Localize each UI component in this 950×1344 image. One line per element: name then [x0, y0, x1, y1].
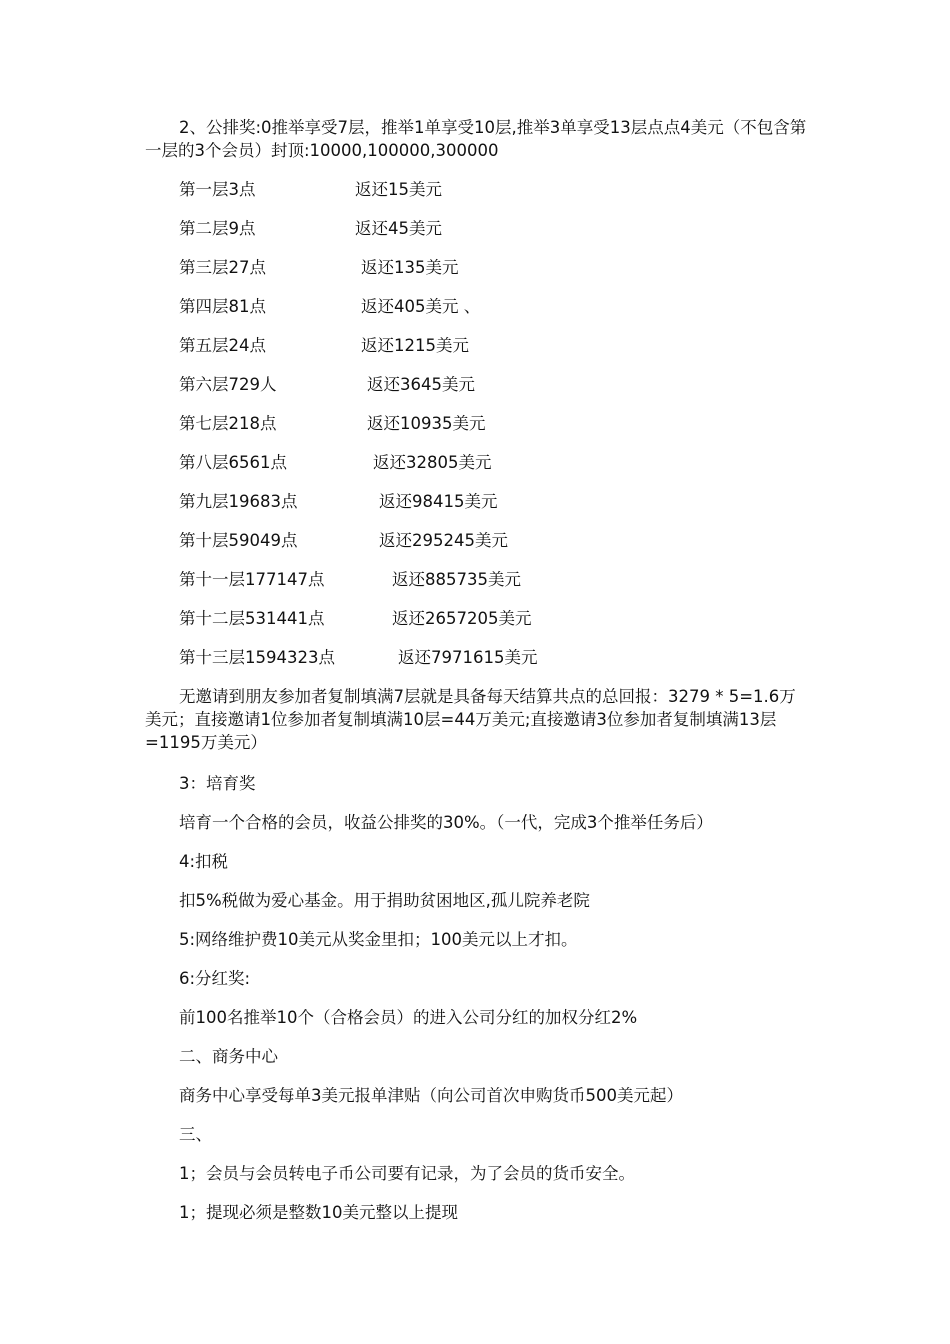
rebate-label: 返还10935美元	[367, 414, 486, 433]
rebate-label: 返还15美元	[355, 180, 442, 199]
rebate-label: 返还45美元	[355, 219, 442, 238]
body-line: 扣5%税做为爱心基金。用于捐助贫困地区,孤儿院养老院	[179, 891, 590, 910]
level-label: 第九层19683点	[179, 492, 298, 511]
body-line: 前100名推举10个（合格会员）的进入公司分红的加权分红2%	[179, 1008, 638, 1027]
level-label: 第四层81点	[179, 297, 266, 316]
level-label: 第十三层1594323点	[179, 648, 335, 667]
section-heading: 三、	[179, 1125, 212, 1144]
level-label: 第三层27点	[179, 258, 266, 277]
body-line: 5:网络维护费10美元从奖金里扣；100美元以上才扣。	[179, 930, 578, 949]
body-line: 商务中心享受每单3美元报单津贴（向公司首次申购货币500美元起）	[179, 1086, 683, 1105]
body-line: 1；会员与会员转电子币公司要有记录，为了会员的货币安全。	[179, 1164, 635, 1183]
rebate-label: 返还32805美元	[373, 453, 492, 472]
rebate-label: 返还1215美元	[361, 336, 469, 355]
level-label: 第七层218点	[179, 414, 277, 433]
rebate-label: 返还405美元 、	[361, 297, 481, 316]
section-heading: 3：培育奖	[179, 774, 256, 793]
level-label: 第八层6561点	[179, 453, 287, 472]
section-heading: 6:分红奖:	[179, 969, 251, 988]
section-heading: 二、商务中心	[179, 1047, 278, 1066]
level-label: 第二层9点	[179, 219, 256, 238]
body-line: 1；提现必须是整数10美元整以上提现	[179, 1203, 458, 1222]
rebate-label: 返还295245美元	[379, 531, 508, 550]
rebate-label: 返还3645美元	[367, 375, 475, 394]
rebate-label: 返还98415美元	[379, 492, 498, 511]
section-heading: 4:扣税	[179, 852, 229, 871]
rebate-label: 返还885735美元	[392, 570, 521, 589]
rebate-label: 返还135美元	[361, 258, 459, 277]
level-label: 第一层3点	[179, 180, 256, 199]
level-label: 第五层24点	[179, 336, 266, 355]
body-line: 培育一个合格的会员，收益公排奖的30%。（一代，完成3个推举任务后）	[179, 813, 713, 832]
level-label: 第十层59049点	[179, 531, 298, 550]
level-label: 第十二层531441点	[179, 609, 325, 628]
summary-paragraph: 无邀请到朋友参加者复制填满7层就是具备每天结算共点的总回报：3279 * 5=1.6万美元；直接邀请1位参加者复制填满10层=44万美元;直接邀请3位参加者复制填满13层=1195万美元）	[145, 687, 796, 752]
rebate-label: 返还2657205美元	[392, 609, 532, 628]
level-label: 第六层729人	[179, 375, 277, 394]
level-label: 第十一层177147点	[179, 570, 325, 589]
intro-paragraph: 2、公排奖:0推举享受7层，推举1单享受10层,推举3单享受13层点点4美元（不包含第一层的3个会员）封顶:10000,100000,300000	[145, 118, 807, 160]
rebate-label: 返还7971615美元	[398, 648, 538, 667]
